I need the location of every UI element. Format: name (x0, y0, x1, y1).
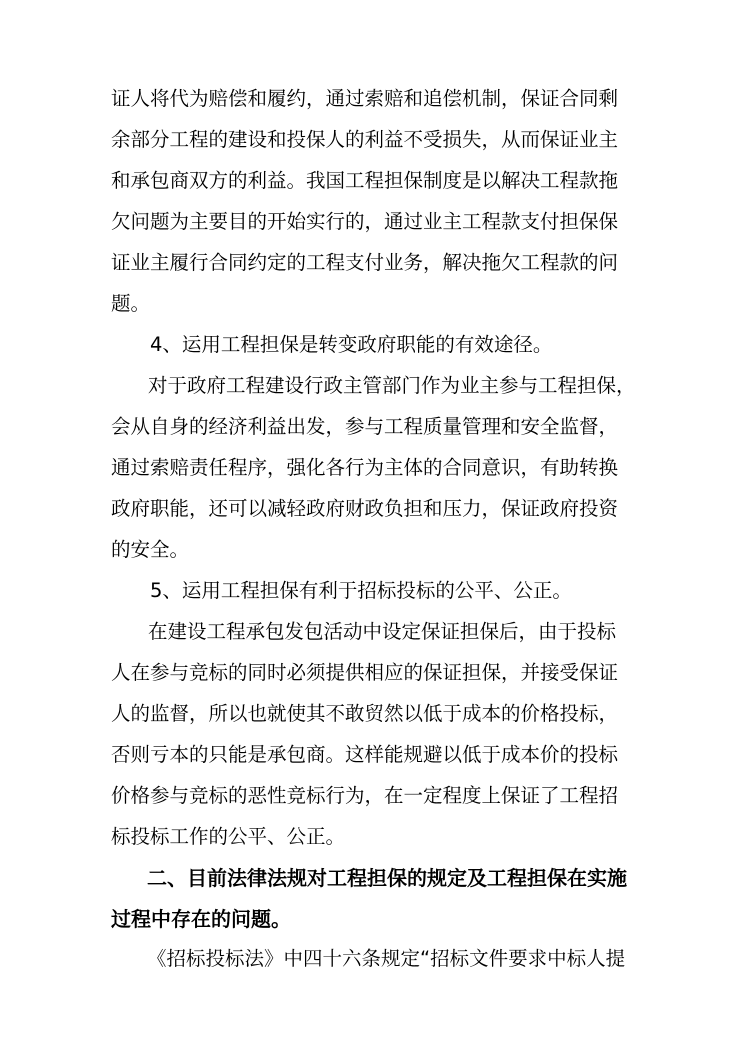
body-text-line: 和承包商双方的利益。我国工程担保制度是以解决工程款拖 (111, 169, 619, 192)
chapter-heading-continued: 过程中存在的问题。 (111, 907, 291, 931)
body-text-line: 会从自身的经济利益出发，参与工程质量管理和安全监督， (111, 415, 619, 438)
body-text-line: 人的监督，所以也就使其不敢贸然以低于成本的价格投标， (111, 702, 619, 725)
chapter-heading: 二、目前法律法规对工程担保的规定及工程担保在实施 (147, 866, 627, 890)
body-text-line: 《招标投标法》中四十六条规定“招标文件要求中标人提 (147, 947, 626, 970)
body-text-line: 的安全。 (111, 538, 190, 561)
body-text-line: 证业主履行合同约定的工程支付业务，解决拖欠工程款的问 (111, 251, 619, 274)
body-text-line: 标投标工作的公平、公正。 (111, 825, 346, 848)
section-heading-5: 5、运用工程担保有利于招标投标的公平、公正。 (150, 579, 572, 602)
body-text-line: 价格参与竞标的恶性竞标行为，在一定程度上保证了工程招 (111, 784, 619, 807)
body-text-line: 政府职能，还可以减轻政府财政负担和压力，保证政府投资 (111, 497, 619, 520)
body-text-line: 在建设工程承包发包活动中设定保证担保后，由于投标 (148, 620, 617, 643)
body-text-line: 证人将代为赔偿和履约，通过索赔和追偿机制，保证合同剩 (111, 87, 619, 110)
body-text-line: 欠问题为主要目的开始实行的，通过业主工程款支付担保保 (111, 210, 619, 233)
body-text-line: 否则亏本的只能是承包商。这样能规避以低于成本价的投标 (111, 743, 619, 766)
body-text-line: 通过索赔责任程序，强化各行为主体的合同意识，有助转换 (111, 456, 619, 479)
body-text-line: 对于政府工程建设行政主管部门作为业主参与工程担保， (148, 374, 636, 397)
body-text-line: 人在参与竞标的同时必须提供相应的保证担保，并接受保证 (111, 661, 619, 684)
section-heading-4: 4、运用工程担保是转变政府职能的有效途径。 (150, 333, 553, 356)
body-text-line: 余部分工程的建设和投保人的利益不受损失，从而保证业主 (111, 128, 619, 151)
body-text-line: 题。 (111, 292, 151, 315)
